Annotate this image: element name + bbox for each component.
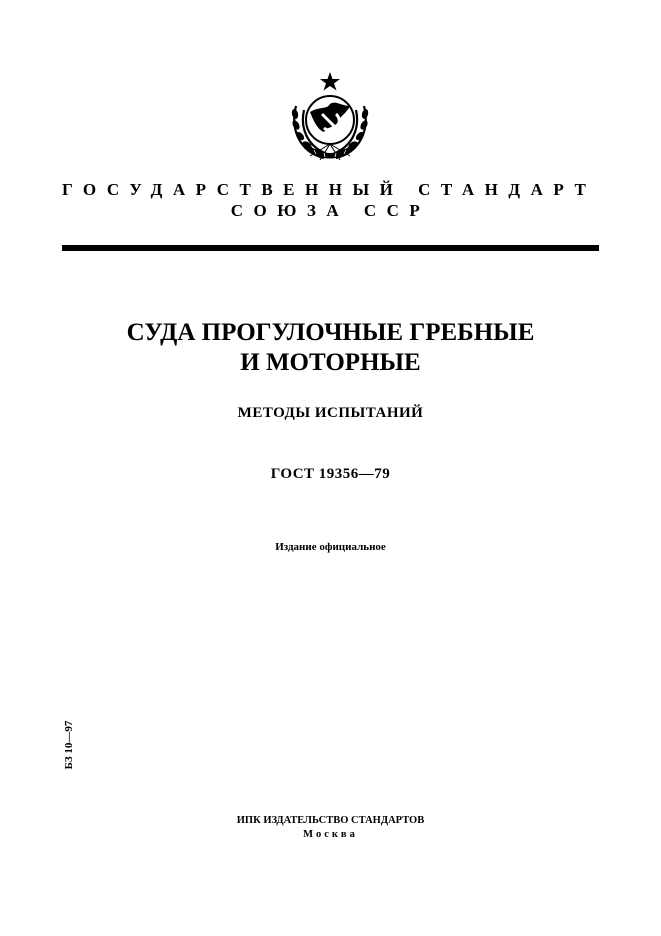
ussr-state-emblem-icon [280, 70, 380, 170]
title-line-2: И МОТОРНЫЕ [240, 349, 421, 376]
header-line-1: ГОСУДАРСТВЕННЫЙ СТАНДАРТ [62, 180, 597, 199]
header-divider [62, 245, 599, 251]
header-line-2: СОЮЗА ССР [230, 201, 431, 220]
city: Москва [303, 829, 358, 840]
title-line-1: СУДА ПРОГУЛОЧНЫЕ ГРЕБНЫЕ [126, 319, 535, 346]
edition-note: Издание официальное [275, 541, 386, 553]
document-subtitle: МЕТОДЫ ИСПЫТАНИЙ [237, 405, 424, 421]
side-code: БЗ 10—97 [63, 720, 75, 770]
standard-number: ГОСТ 19356—79 [270, 466, 391, 482]
publisher: ИПК ИЗДАТЕЛЬСТВО СТАНДАРТОВ [236, 815, 425, 826]
document-title [0, 318, 661, 378]
